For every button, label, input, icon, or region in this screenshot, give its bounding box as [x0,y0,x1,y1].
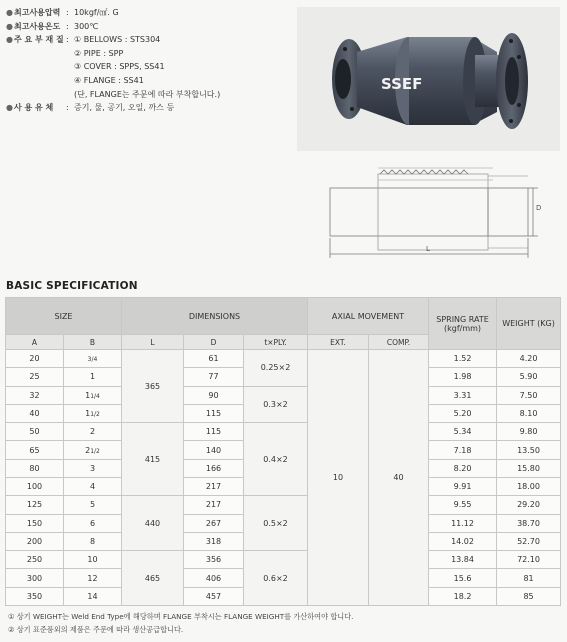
expansion-joint-illustration [297,7,560,151]
cell-b-fraction: 1/2 [90,410,100,418]
cell-spring-rate: 13.84 [429,551,497,569]
header-axial-movement: AXIAL MOVEMENT [308,298,429,335]
table-row [6,496,561,514]
spec-table [5,297,561,606]
cell-d: 61 [184,350,244,368]
spec-list [6,6,220,115]
header-txply: t×PLY. [244,335,308,350]
header-weight: WEIGHT (KG) [497,298,561,350]
notes [8,610,353,636]
drawing-diameter-label: D [536,204,542,212]
cell-b [64,423,122,441]
cell-b [64,459,122,477]
cell-a: 200 [6,532,64,550]
spec-value: ① BELLOWS : STS304 [74,35,161,45]
table-row [6,423,561,441]
cell-ext: 10 [308,350,369,606]
cell-spring-rate: 15.6 [429,569,497,587]
cell-a: 20 [6,350,64,368]
header-dimensions: DIMENSIONS [122,298,308,335]
cell-d: 217 [184,477,244,495]
spec-row-temperature: ● 최고사용온도 : 300℃ [6,20,220,34]
cell-weight: 29.20 [497,496,561,514]
header-b: B [64,335,122,350]
spec-value: 증기, 물, 공기, 오일, 까스 등 [74,103,175,113]
cell-d: 457 [184,587,244,605]
table-row [6,350,561,368]
cell-b [64,496,122,514]
cell-b-whole: 1 [89,372,96,382]
note-custom: ② 상기 표준품외의 제품은 주문에 따라 생산공급합니다. [8,625,184,634]
cell-comp: 40 [369,350,429,606]
header-size: SIZE [6,298,122,335]
technical-drawing [318,158,546,268]
cell-d: 406 [184,569,244,587]
cell-l: 365 [122,350,184,423]
cell-b-whole: 8 [89,536,96,546]
spec-value: 300℃ [74,21,99,31]
cell-txply: 0.25×2 [244,350,308,387]
cell-txply: 0.6×2 [244,551,308,606]
cell-spring-rate: 8.20 [429,459,497,477]
cell-d: 115 [184,404,244,422]
cell-b [64,368,122,386]
cell-a: 100 [6,477,64,495]
bullet-icon: ● [6,103,13,113]
header-d: D [184,335,244,350]
cell-txply: 0.5×2 [244,496,308,551]
cell-b-whole: 3 [89,463,96,473]
cell-spring-rate: 1.52 [429,350,497,368]
cell-weight: 7.50 [497,386,561,404]
cell-l: 440 [122,496,184,551]
header-comp: COMP. [369,335,429,350]
cell-weight: 4.20 [497,350,561,368]
cell-d: 356 [184,551,244,569]
cell-d: 115 [184,423,244,441]
header-l: L [122,335,184,350]
cell-a: 250 [6,551,64,569]
cell-b-whole: 12 [87,573,98,583]
cell-weight: 8.10 [497,404,561,422]
cell-d: 267 [184,514,244,532]
header-spring-rate: SPRING RATE (kgf/mm) [429,298,497,350]
cell-weight: 5.90 [497,368,561,386]
cell-b-whole: 10 [87,555,98,565]
cell-a: 32 [6,386,64,404]
cell-b-fraction: 3/4 [87,356,98,364]
cell-b-whole: 14 [87,591,98,601]
cell-a: 80 [6,459,64,477]
header-a: A [6,335,64,350]
bullet-icon: ● [6,21,13,31]
flange-note: (단, FLANGE는 주문에 따라 부착합니다.) [74,89,221,99]
cell-a: 40 [6,404,64,422]
cell-d: 318 [184,532,244,550]
spec-row-pressure: ● 최고사용압력 : 10kgf/㎠. G [6,6,220,20]
spec-label: 사 용 유 체 [14,103,54,113]
cell-b-whole: 4 [89,482,96,492]
cell-txply: 0.3×2 [244,386,308,423]
cell-weight: 18.00 [497,477,561,495]
cell-b [64,514,122,532]
cell-d: 140 [184,441,244,459]
cell-a: 350 [6,587,64,605]
spec-table-body [6,350,561,606]
cell-d: 77 [184,368,244,386]
cell-b-whole: 2 [89,427,96,437]
cell-l: 415 [122,423,184,496]
cell-spring-rate: 9.55 [429,496,497,514]
cell-b-whole: 5 [89,500,96,510]
note-weight: ① 상기 WEIGHT는 Weld End Type에 해당하며 FLANGE 부착시는 FLANGE WEIGHT를 가산하여야 합니다. [8,612,354,621]
cell-spring-rate: 5.34 [429,423,497,441]
table-row [6,386,561,404]
cell-b [64,532,122,550]
cell-weight: 9.80 [497,423,561,441]
cell-b-whole: 1 [85,408,91,418]
cell-b-fraction: 1/4 [90,392,100,400]
cell-spring-rate: 14.02 [429,532,497,550]
cell-l: 465 [122,551,184,606]
cell-a: 65 [6,441,64,459]
cell-weight: 13.50 [497,441,561,459]
bullet-icon: ● [6,8,13,17]
spec-label: 최고사용온도 [14,21,61,31]
cell-a: 50 [6,423,64,441]
cell-spring-rate: 18.2 [429,587,497,605]
cell-weight: 38.70 [497,514,561,532]
cell-d: 90 [184,386,244,404]
cell-b [64,587,122,605]
cell-b [64,551,122,569]
cell-d: 166 [184,459,244,477]
cell-weight: 81 [497,569,561,587]
cell-a: 25 [6,368,64,386]
cell-a: 300 [6,569,64,587]
cell-b [64,477,122,495]
cell-spring-rate: 5.20 [429,404,497,422]
cell-spring-rate: 11.12 [429,514,497,532]
cell-weight: 72.10 [497,551,561,569]
cell-b [64,569,122,587]
cell-spring-rate: 9.91 [429,477,497,495]
header-ext: EXT. [308,335,369,350]
spec-label: 주 요 부 재 질 [14,35,64,45]
product-logo: SSEF [381,75,423,93]
material-pipe: ② PIPE : SPP [74,48,124,58]
cell-b [64,441,122,459]
cell-b-whole: 6 [89,518,96,528]
cell-spring-rate: 7.18 [429,441,497,459]
product-photo [297,7,560,151]
cell-a: 150 [6,514,64,532]
cell-b [64,350,122,368]
cell-txply: 0.4×2 [244,423,308,496]
cell-d: 217 [184,496,244,514]
spec-row-materials: ● 주 요 부 재 질 : ① BELLOWS : STS304 [6,33,220,47]
spec-value: 10kgf/㎠. G [74,8,119,17]
spec-label: 최고사용압력 [14,8,61,17]
spec-row-fluid: ● 사 용 유 체 : 증기, 물, 공기, 오일, 까스 등 [6,101,220,115]
cell-weight: 52.70 [497,532,561,550]
material-flange: ④ FLANGE : SS41 [74,75,144,85]
cell-b-fraction: 1/2 [90,447,100,455]
cell-spring-rate: 3.31 [429,386,497,404]
table-row [6,551,561,569]
cell-b-whole: 2 [85,445,91,455]
drawing-length-label: L [426,245,430,253]
cell-b-whole: 1 [85,390,91,400]
cell-weight: 85 [497,587,561,605]
table-title: BASIC SPECIFICATION [6,280,138,292]
cell-spring-rate: 1.98 [429,368,497,386]
cell-weight: 15.80 [497,459,561,477]
cell-b [64,404,122,422]
material-cover: ③ COVER : SPPS, SS41 [74,62,165,72]
cell-a: 125 [6,496,64,514]
cell-b [64,386,122,404]
bullet-icon: ● [6,35,13,45]
